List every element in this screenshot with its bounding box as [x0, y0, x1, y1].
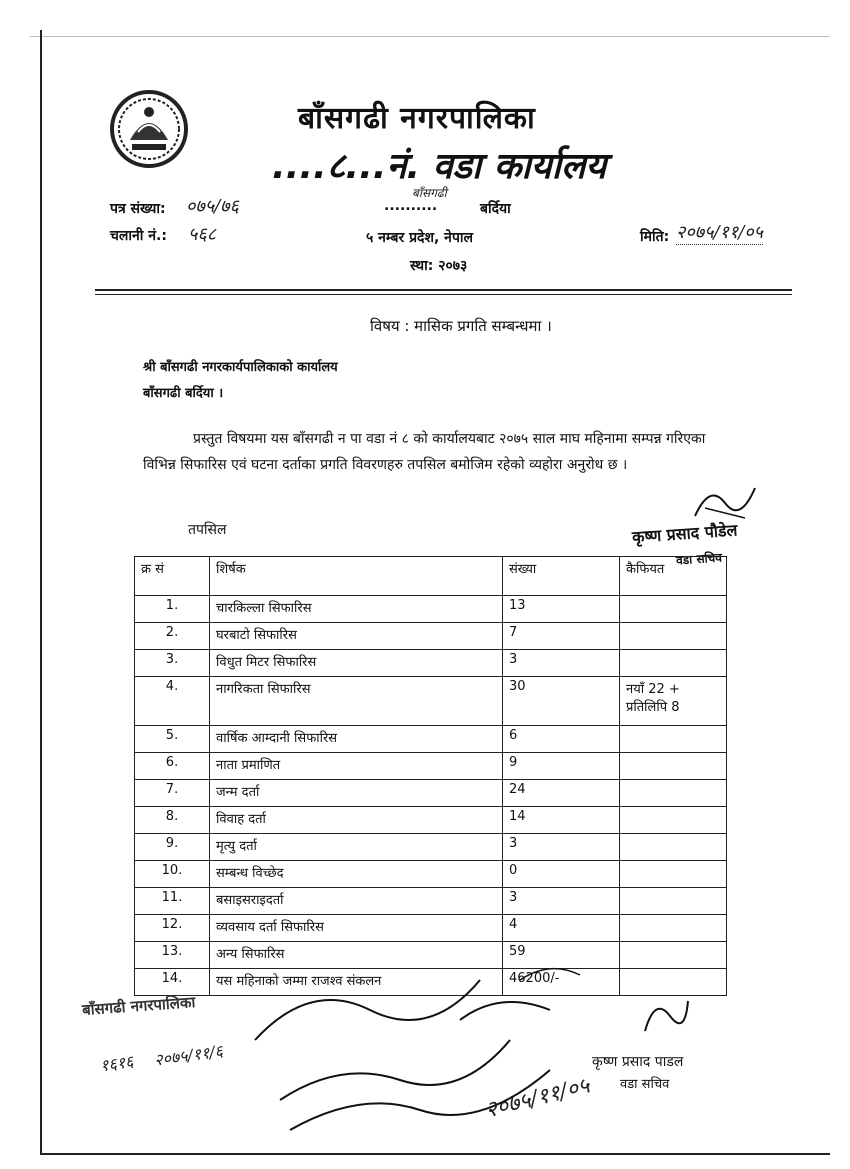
header-rule-thin	[95, 294, 792, 295]
progress-table	[134, 556, 727, 996]
table-row	[135, 807, 727, 834]
row-count: 4	[503, 915, 620, 942]
chalani-value: ५६८	[188, 224, 217, 245]
header-count: संख्या	[503, 557, 620, 596]
row-sn: 1.	[135, 596, 210, 623]
row-remarks	[620, 753, 727, 780]
row-title: यस महिनाको जम्मा राजश्व संकलन	[210, 969, 503, 996]
row-count: 59	[503, 942, 620, 969]
signature-bottom-name: कृष्ण प्रसाद पाडल	[592, 1054, 684, 1070]
row-remarks	[620, 780, 727, 807]
addressee-line2: बाँसगढी बर्दिया ।	[143, 386, 224, 401]
row-title: वार्षिक आम्दानी सिफारिस	[210, 726, 503, 753]
row-sn: 4.	[135, 677, 210, 726]
patra-label: पत्र संख्या:	[110, 201, 166, 217]
row-sn: 9.	[135, 834, 210, 861]
handwritten-notes	[250, 960, 610, 1140]
signature-scribble-top	[690, 478, 760, 523]
row-count: 6	[503, 726, 620, 753]
row-title: चारकिल्ला सिफारिस	[210, 596, 503, 623]
date-value: २०७५/११/०५	[676, 222, 764, 243]
row-remarks	[620, 596, 727, 623]
table-row	[135, 861, 727, 888]
page-bottom-border	[40, 1153, 830, 1155]
row-title: विधुत मिटर सिफारिस	[210, 650, 503, 677]
row-count: 9	[503, 753, 620, 780]
row-title: जन्म दर्ता	[210, 780, 503, 807]
row-sn: 3.	[135, 650, 210, 677]
stamp-date: २०७५/११/६	[153, 1041, 225, 1070]
row-count: 14	[503, 807, 620, 834]
row-remarks	[620, 834, 727, 861]
row-sn: 13.	[135, 942, 210, 969]
signature-top-name: कृष्ण प्रसाद पौडेल	[631, 520, 738, 547]
row-remarks	[620, 623, 727, 650]
row-sn: 2.	[135, 623, 210, 650]
row-count: 3	[503, 888, 620, 915]
row-remarks	[620, 888, 727, 915]
place-dots: ..........	[384, 198, 438, 214]
row-title: बसाइसराइदर्ता	[210, 888, 503, 915]
row-remarks	[620, 650, 727, 677]
row-remarks	[620, 726, 727, 753]
table-row	[135, 780, 727, 807]
patra-value: ०७५/७६	[186, 196, 239, 217]
row-count: 30	[503, 677, 620, 726]
table-row	[135, 915, 727, 942]
row-sn: 11.	[135, 888, 210, 915]
row-count: 24	[503, 780, 620, 807]
tapasil-label: तपसिल	[188, 522, 227, 538]
municipality-title: बाँसगढी नगरपालिका	[298, 101, 536, 136]
place-handwritten: बाँसगढी	[412, 186, 447, 200]
row-count: 13	[503, 596, 620, 623]
stamp-title: बाँसगढी नगरपालिका	[81, 993, 196, 1019]
table-row	[135, 726, 727, 753]
row-remarks: नयाँ 22 + प्रतिलिपि 8	[620, 677, 727, 726]
row-count: 46200/-	[503, 969, 620, 996]
row-title: नागरिकता सिफारिस	[210, 677, 503, 726]
header-remarks: कैफियत	[620, 557, 727, 596]
row-sn: 5.	[135, 726, 210, 753]
row-title: मृत्यु दर्ता	[210, 834, 503, 861]
table-row	[135, 834, 727, 861]
table-row	[135, 888, 727, 915]
subject-line: विषय : मासिक प्रगति सम्बन्धमा ।	[370, 317, 552, 335]
row-title: व्यवसाय दर्ता सिफारिस	[210, 915, 503, 942]
row-title: अन्य सिफारिस	[210, 942, 503, 969]
row-sn: 10.	[135, 861, 210, 888]
row-sn: 14.	[135, 969, 210, 996]
signature-top-designation: वडा सचिव	[675, 550, 723, 568]
row-remarks	[620, 942, 727, 969]
row-remarks	[620, 969, 727, 996]
chalani-label: चलानी नं.:	[110, 228, 167, 244]
signature-bottom-designation: वडा सचिव	[620, 1077, 670, 1092]
place: बर्दिया	[480, 201, 511, 217]
body-paragraph: प्रस्तुत विषयमा यस बाँसगढी न पा वडा नं ८ को कार्यालयबाट २०७५ साल माघ महिनामा सम्पन्न गरिएका विभिन्न सिफारिस एवं घटना दर्ताका प्रगति विवरणहरु तपसिल बमोजिम रहेको व्यहोरा अनुरोध छ ।	[143, 431, 706, 473]
nepal-emblem-icon	[108, 88, 190, 170]
row-count: 3	[503, 650, 620, 677]
row-sn: 7.	[135, 780, 210, 807]
signature-scribble-bottom	[640, 996, 690, 1036]
table-row	[135, 677, 727, 726]
row-title: विवाह दर्ता	[210, 807, 503, 834]
row-remarks	[620, 915, 727, 942]
table-row	[135, 650, 727, 677]
header-rule	[95, 289, 792, 291]
established: स्था: २०७३	[410, 258, 468, 274]
row-count: 7	[503, 623, 620, 650]
row-count: 0	[503, 861, 620, 888]
row-sn: 12.	[135, 915, 210, 942]
addressee-line1: श्री बाँसगढी नगरकार्यपालिकाको कार्यालय	[143, 360, 338, 375]
bottom-date: २०७५/११/०५	[482, 1073, 593, 1124]
date-label: मिति:	[640, 229, 670, 245]
table-row	[135, 753, 727, 780]
top-rule	[30, 36, 830, 37]
table-row	[135, 596, 727, 623]
province: ५ नम्बर प्रदेश, नेपाल	[366, 230, 474, 246]
row-title: नाता प्रमाणित	[210, 753, 503, 780]
table-header-row	[135, 557, 727, 596]
header-sn: क्र सं	[135, 557, 210, 596]
header-title: शिर्षक	[210, 557, 503, 596]
row-sn: 6.	[135, 753, 210, 780]
row-title: घरबाटो सिफारिस	[210, 623, 503, 650]
stamp-number: १६१६	[98, 1051, 135, 1076]
row-remarks	[620, 861, 727, 888]
row-remarks	[620, 807, 727, 834]
page-left-border	[40, 30, 42, 1155]
row-count: 3	[503, 834, 620, 861]
ward-office-title: ....८...नं. वडा कार्यालय	[272, 146, 607, 187]
table-row	[135, 623, 727, 650]
row-title: सम्बन्ध विच्छेद	[210, 861, 503, 888]
row-sn: 8.	[135, 807, 210, 834]
